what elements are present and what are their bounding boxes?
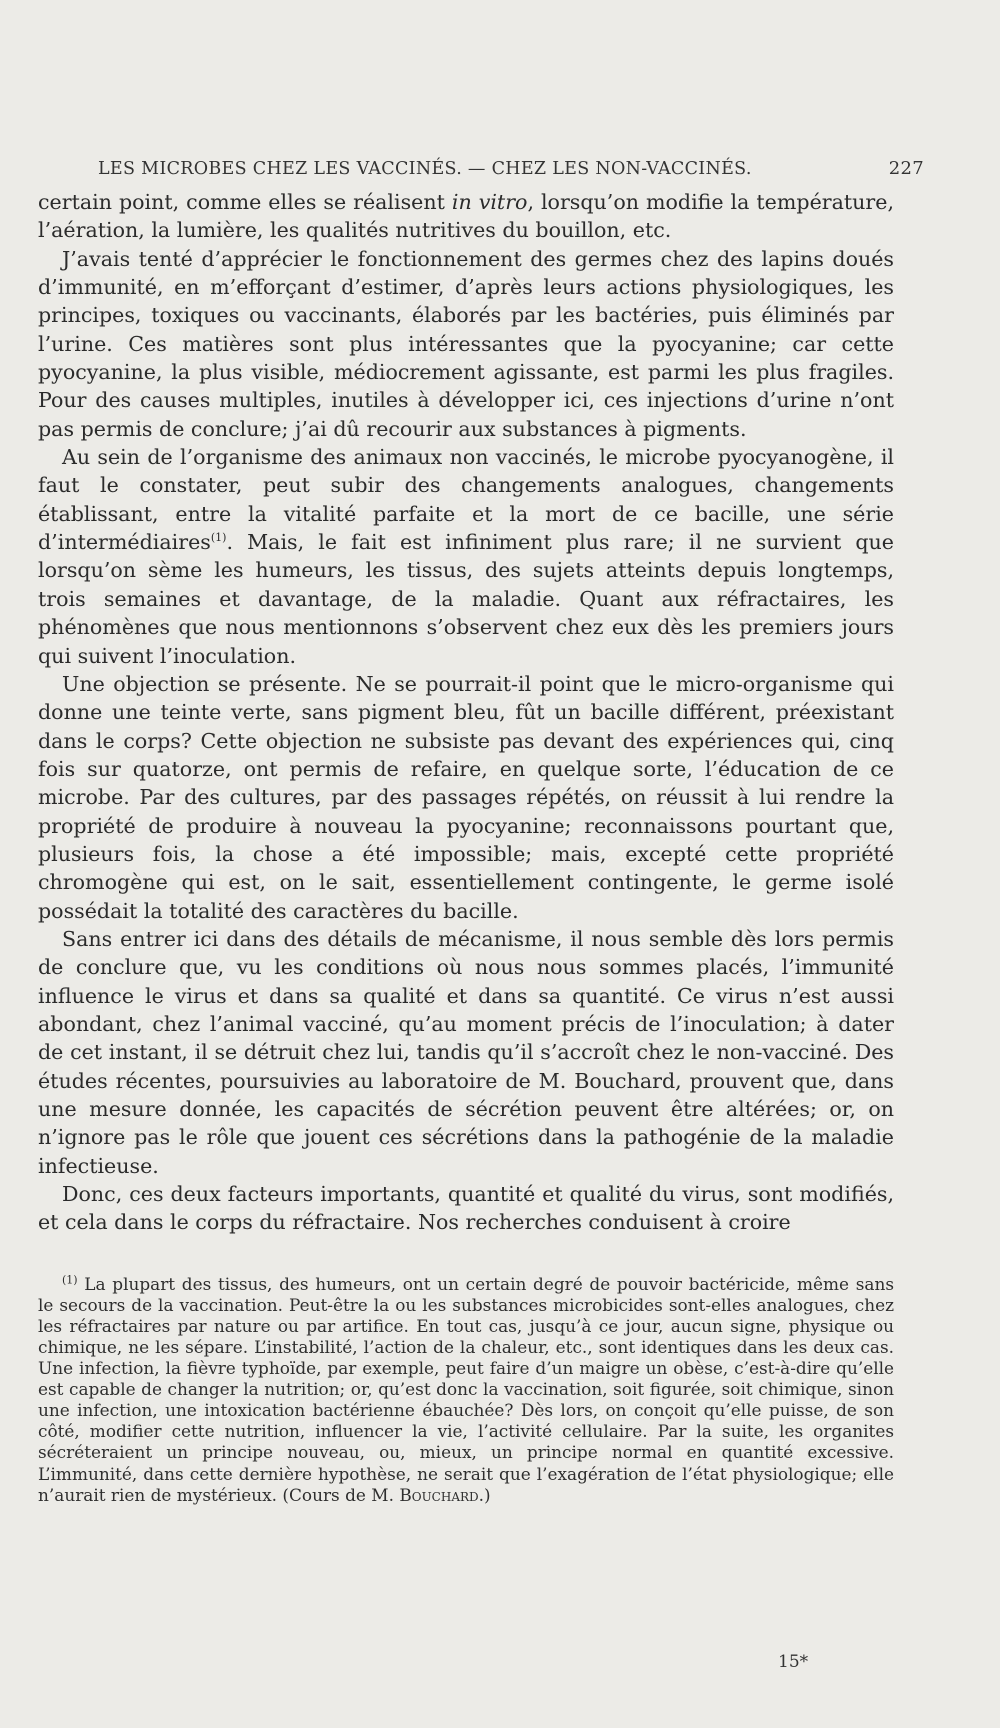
paragraph bbox=[38, 188, 894, 245]
paragraph bbox=[38, 925, 894, 1180]
page-number: 227 bbox=[888, 158, 924, 179]
paragraph bbox=[38, 670, 894, 925]
text-run: Sans entrer ici dans des détails de mécanisme, il nous semble dès lors permis de conclure que, vu les conditions où nous nous sommes placés, l’immunité influence le virus et dans sa qualité et dans sa quantité. Ce virus n’est aussi abondant, chez l’animal vacciné, qu’au moment précis de l’inoculation; à dater de cet instant, il se détruit chez lui, tandis qu’il s’accroît chez le non-vacciné. Des études récentes, poursuivies au laboratoire de M. Bouchard, prouvent que, dans une mesure donnée, les capacités de sécrétion peuvent être altérées; or, on n’ignore pas le rôle que jouent ces sécrétions dans la pathogénie de la maladie infectieuse. bbox=[38, 926, 894, 1178]
footnote-reference: (1) bbox=[210, 531, 227, 545]
text-run: Une objection se présente. Ne se pourrait-il point que le micro-organisme qui donne une teinte verte, sans pigment bleu, fût un bacille différent, préexistant dans le corps? Cette objection ne subsiste pas devant des expériences qui, cinq fois sur quatorze, ont permis de refaire, en quelque sorte, l’éducation de ce microbe. Par des cultures, par des passages répétés, on réussit à lui rendre la propriété de produire à nouveau la pyocyanine; reconnaissons pourtant que, plusieurs fois, la chose a été impossible; mais, excepté cette propriété chromogène qui est, on le sait, essentiellement contingente, le germe isolé possédait la totalité des caractères du bacille. bbox=[38, 671, 894, 923]
text-run: Donc, ces deux facteurs importants, quantité et qualité du virus, sont modifiés, et cela dans le corps du réfractaire. Nos recherches conduisent à croire bbox=[38, 1182, 894, 1235]
footnote-marker: (1) bbox=[62, 1273, 78, 1287]
footnote bbox=[38, 1274, 894, 1506]
text-run: La plupart des tissus, des humeurs, ont un certain degré de pouvoir bactéricide, même sans le secours de la vaccination. Peut-être la ou les substances microbicides sont-elles analogues, chez les réfractaires par nature ou par artifice. En tout cas, jusqu’à ce jour, aucun signe, physique ou chimique, ne les sépare. L’instabilité, l’action de la chaleur, etc., sont identiques dans les deux cas. Une infection, la fièvre typhoïde, par exemple, peut faire d’un maigre un obèse, c’est-à-dire qu’elle est capable de changer la nutrition; or, qu’est donc la vaccination, soit figurée, soit chimique, sinon une infection, une intoxication bactérienne ébauchée? Dès lors, on conçoit qu’elle puisse, de son côté, modifier cette nutrition, influencer la vie, l’activité cellulaire. Par la suite, les organites sécréteraient un principe nouveau, ou, mieux, un principe normal en quantité excessive. L’immunité, dans cette dernière hypothèse, ne serait que l’exagération de l’état physiologique; elle n’aurait rien de mystérieux. (Cours de M. bbox=[38, 1273, 894, 1505]
running-header bbox=[38, 158, 924, 188]
italic-text: in vitro bbox=[451, 190, 528, 214]
text-run: Au sein de l’organisme des animaux non vaccinés, le microbe pyocyanogène, il faut le constater, peut subir des changements analogues, changements établissant, entre la vitalité parfaite et la mort de ce bacille, une série d’intermédiaires bbox=[38, 445, 894, 555]
author-name: Bouchard bbox=[399, 1484, 479, 1505]
paragraph bbox=[38, 245, 894, 443]
text-run: certain point, comme elles se réalisent bbox=[38, 190, 452, 214]
text-run: , lorsqu’on modifie la température, l’aération, la lumière, les qualités nutritives du bouillon, etc. bbox=[38, 190, 894, 243]
main-text bbox=[38, 188, 894, 1237]
paragraph bbox=[38, 443, 894, 670]
signature-mark: 15* bbox=[778, 1652, 809, 1672]
text-run: J’avais tenté d’apprécier le fonctionnement des germes chez des lapins doués d’immunité, en m’efforçant d’estimer, d’après leurs actions physiologiques, les principes, toxiques ou vaccinants, élaborés par les bactéries, puis éliminés par l’urine. Ces matières sont plus intéressantes que la pyocyanine; car cette pyocyanine, la plus visible, médiocrement agissante, est parmi les plus fragiles. Pour des causes multiples, inutiles à développer ici, ces injections d’urine n’ont pas permis de conclure; j’ai dû recourir aux substances à pigments. bbox=[38, 246, 894, 441]
text-run: .) bbox=[478, 1484, 491, 1505]
footnote-paragraph bbox=[38, 1274, 894, 1506]
paragraph bbox=[38, 1180, 894, 1237]
running-title: LES MICROBES CHEZ LES VACCINÉS. — CHEZ LES NON-VACCINÉS. bbox=[98, 159, 752, 179]
text-run: . Mais, le fait est infiniment plus rare; il ne survient que lorsqu’on sème les humeurs, les tissus, des sujets atteints depuis longtemps, trois semaines et davantage, de la maladie. Quant aux réfractaires, les phénomènes que nous mentionnons s’observent chez eux dès les premiers jours qui suivent l’inoculation. bbox=[38, 530, 894, 668]
